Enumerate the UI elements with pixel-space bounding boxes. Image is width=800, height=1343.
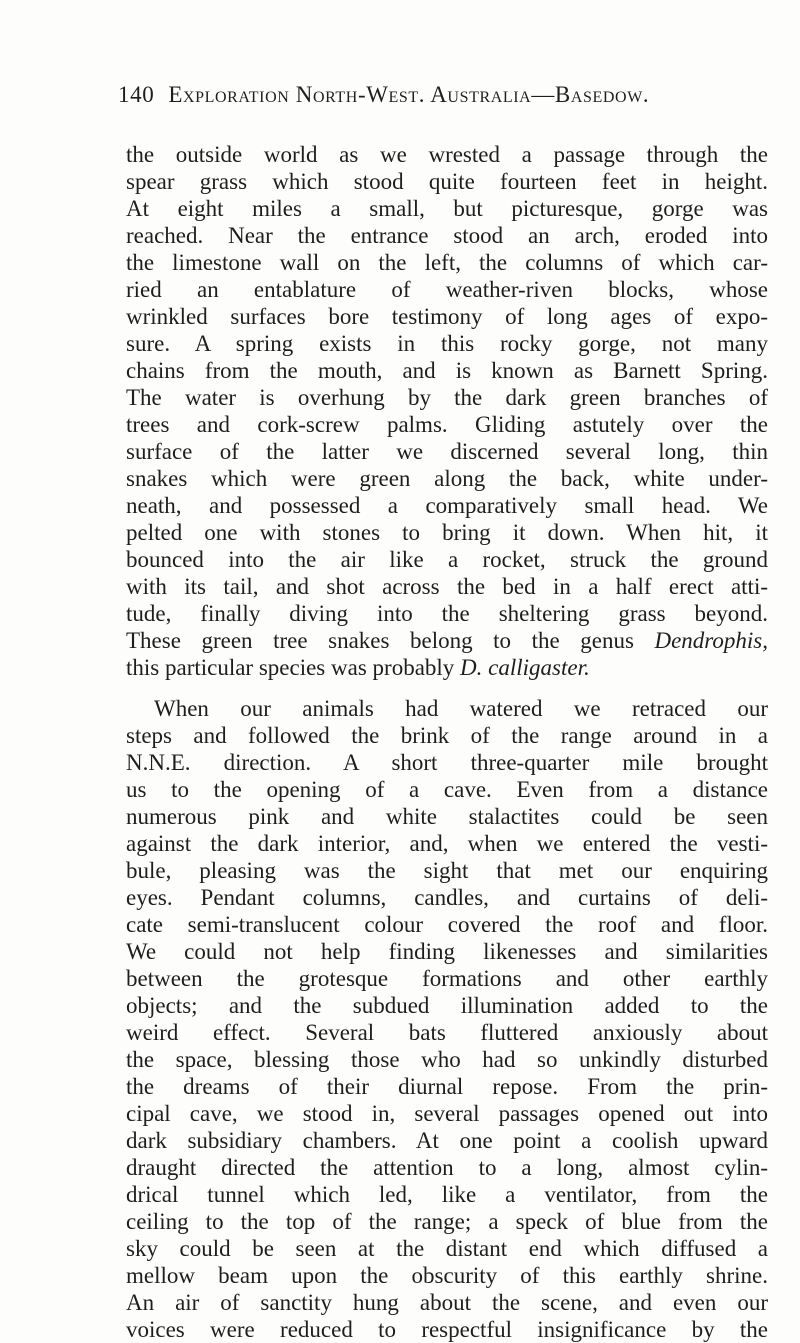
text-line: numerous pink and white stalactites could be seen — [126, 804, 768, 829]
text-line: sure. A spring exists in this rocky gorge, not many — [126, 331, 768, 356]
text-line: tude, finally diving into the sheltering grass beyond. — [126, 601, 768, 626]
page-number: 140 — [118, 82, 155, 107]
text-line: surface of the latter we discerned several long, thin — [126, 439, 768, 464]
running-title: Exploration North-West. Australia—Basedow. — [168, 82, 650, 107]
text-line: ried an entablature of weather-riven blocks, whose — [126, 277, 768, 302]
body-text — [126, 141, 768, 1343]
text-line: with its tail, and shot across the bed in a half erect atti- — [126, 574, 768, 599]
running-header — [118, 82, 768, 112]
text-line: bounced into the air like a rocket, struck the ground — [126, 547, 768, 572]
text-line: pelted one with stones to bring it down. When hit, it — [126, 520, 768, 545]
paragraph — [126, 695, 768, 1343]
text-line: weird effect. Several bats fluttered anxiously about — [126, 1020, 768, 1045]
text-line: spear grass which stood quite fourteen feet in height. — [126, 169, 768, 194]
text-line: trees and cork-screw palms. Gliding astutely over the — [126, 412, 768, 437]
text-line: voices were reduced to respectful insignificance by the — [126, 1317, 768, 1342]
text-line: cipal cave, we stood in, several passages opened out into — [126, 1101, 768, 1126]
text-line: cate semi-translucent colour covered the roof and floor. — [126, 912, 768, 937]
text-line: between the grotesque formations and other earthly — [126, 966, 768, 991]
paragraph-spacer — [126, 681, 768, 695]
genus-name: Dendrophis, — [654, 628, 768, 653]
text-line: mellow beam upon the obscurity of this earthly shrine. — [126, 1263, 768, 1288]
text-line: chains from the mouth, and is known as Barnett Spring. — [126, 358, 768, 383]
text-line: steps and followed the brink of the range around in a — [126, 723, 768, 748]
text-line: At eight miles a small, but picturesque, gorge was — [126, 196, 768, 221]
species-name: D. calligaster. — [460, 655, 590, 680]
text-line: When our animals had watered we retraced our — [154, 696, 768, 721]
text-line — [126, 627, 768, 654]
text-line: the outside world as we wrested a passage through the — [126, 142, 768, 167]
text-line: neath, and possessed a comparatively small head. We — [126, 493, 768, 518]
text-line: snakes which were green along the back, white under- — [126, 466, 768, 491]
text-line: bule, pleasing was the sight that met our enquiring — [126, 858, 768, 883]
text-line: against the dark interior, and, when we entered the vesti- — [126, 831, 768, 856]
text-line: ceiling to the top of the range; a speck of blue from the — [126, 1209, 768, 1234]
text-line: N.N.E. direction. A short three-quarter mile brought — [126, 750, 768, 775]
text-segment: this particular species was probably — [126, 655, 455, 680]
text-line: The water is overhung by the dark green branches of — [126, 385, 768, 410]
text-line: We could not help finding likenesses and similarities — [126, 939, 768, 964]
text-line — [126, 654, 768, 681]
text-line: drical tunnel which led, like a ventilator, from the — [126, 1182, 768, 1207]
text-line: us to the opening of a cave. Even from a distance — [126, 777, 768, 802]
text-line: An air of sanctity hung about the scene, and even our — [126, 1290, 768, 1315]
text-segment: These green tree snakes belong to the genus — [126, 628, 634, 653]
paragraph — [126, 141, 768, 681]
text-line: draught directed the attention to a long, almost cylin- — [126, 1155, 768, 1180]
text-line: the dreams of their diurnal repose. From the prin- — [126, 1074, 768, 1099]
text-line: objects; and the subdued illumination added to the — [126, 993, 768, 1018]
text-line: sky could be seen at the distant end which diffused a — [126, 1236, 768, 1261]
text-line: the limestone wall on the left, the columns of which car- — [126, 250, 768, 275]
text-line: dark subsidiary chambers. At one point a coolish upward — [126, 1128, 768, 1153]
text-line: wrinkled surfaces bore testimony of long ages of expo- — [126, 304, 768, 329]
text-line: eyes. Pendant columns, candles, and curtains of deli- — [126, 885, 768, 910]
text-line: the space, blessing those who had so unkindly disturbed — [126, 1047, 768, 1072]
text-line: reached. Near the entrance stood an arch, eroded into — [126, 223, 768, 248]
